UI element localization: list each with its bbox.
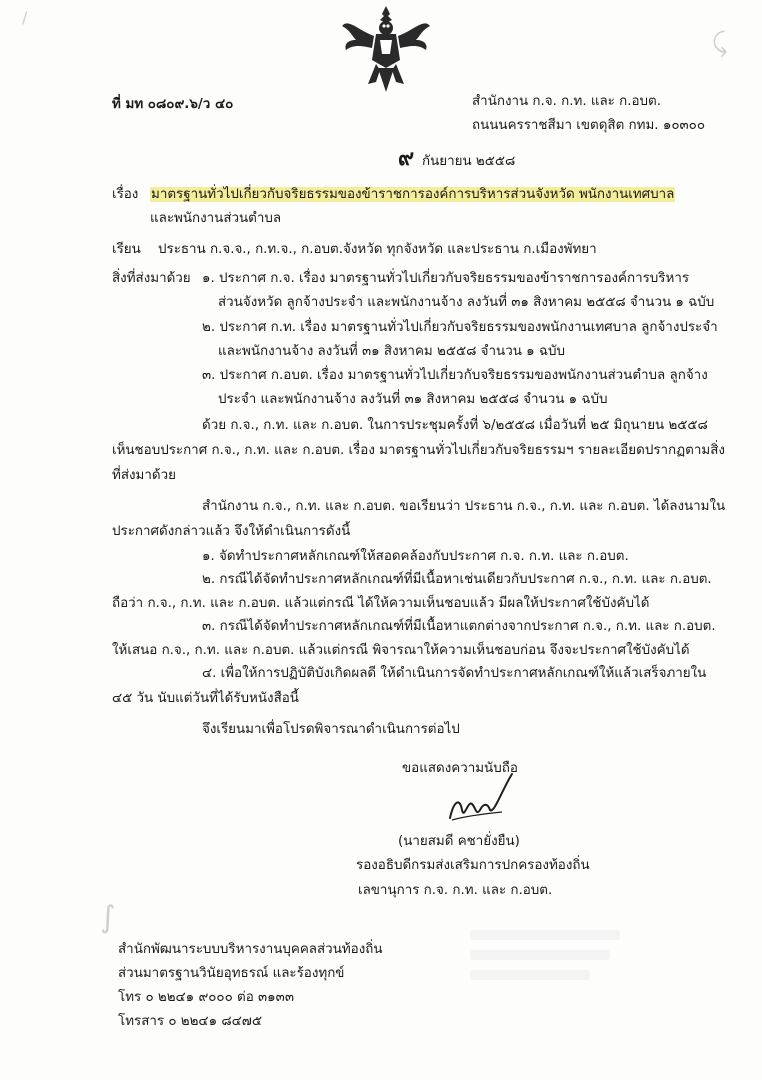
bleed-through-mark (470, 970, 590, 980)
reference-number: ที่ มท ๐๘๐๙.๖/ว ๔๐ (112, 97, 234, 112)
bleed-through-mark (470, 950, 610, 960)
footer-division: สำนักพัฒนาระบบบริหารงานบุคคลส่วนท้องถิ่น (118, 942, 383, 957)
pen-mark-icon: ∕ (22, 8, 28, 27)
date-month-year: กันยายน ๒๕๕๘ (422, 154, 516, 169)
enclosure-item-cont: และพนักงานจ้าง ลงวันที่ ๓๑ สิงหาคม ๒๕๕๘ จำนวน ๑ ฉบับ (218, 344, 566, 359)
action-item: ๒. กรณีได้จัดทำประกาศหลักเกณฑ์ที่มีเนื้อหาเช่นเดียวกับประกาศ ก.จ., ก.ท. และ ก.อบต. (202, 572, 712, 587)
body-paragraph-line: ที่ส่งมาด้วย (112, 468, 176, 483)
action-item-cont: ให้เสนอ ก.จ., ก.ท. และ ก.อบต. แล้วแต่กรณี พิจารณาให้ความเห็นชอบก่อน จึงจะประกาศใช้บังคับได้ (112, 643, 690, 658)
signer-title: รองอธิบดีกรมส่งเสริมการปกครองท้องถิ่น (356, 858, 590, 873)
signer-title: เลขานุการ ก.จ. ก.ท. และ ก.อบต. (358, 883, 553, 898)
body-paragraph-line: สำนักงาน ก.จ., ก.ท. และ ก.อบต. ขอเรียนว่า ประธาน ก.จ., ก.ท. และ ก.อบต. ได้ลงนามใน (202, 499, 726, 514)
salutation: ขอแสดงความนับถือ (402, 761, 518, 776)
addressee-text: ประธาน ก.จ.จ., ก.ท.จ., ก.อบต.จังหวัด ทุกจังหวัด และประธาน ก.เมืองพัทยา (158, 242, 597, 257)
subject-text: มาตรฐานทั่วไปเกี่ยวกับจริยธรรมของข้าราชการองค์การบริหารส่วนจังหวัด พนักงานเทศบาล (151, 187, 675, 202)
date-day: ๙ (398, 146, 415, 171)
garuda-emblem-icon (338, 4, 434, 96)
pen-mark-icon: ⤹ (712, 28, 728, 58)
enclosure-label: สิ่งที่ส่งมาด้วย (112, 271, 191, 286)
action-item: ๑. จัดทำประกาศหลักเกณฑ์ให้สอดคล้องกับประกาศ ก.จ. ก.ท. และ ก.อบต. (202, 549, 629, 564)
action-item-cont: ๔๕ วัน นับแต่วันที่ได้รับหนังสือนี้ (112, 691, 299, 706)
action-item-cont: ถือว่า ก.จ., ก.ท. และ ก.อบต. แล้วแต่กรณี ได้ให้ความเห็นชอบแล้ว มีผลให้ประกาศใช้บังคับได้ (112, 596, 650, 611)
action-item: ๓. กรณีได้จัดทำประกาศหลักเกณฑ์ที่มีเนื้อหาแตกต่างจากประกาศ ก.จ., ก.ท. และ ก.อบต. (202, 619, 716, 634)
subject-text-line2: และพนักงานส่วนตำบล (150, 211, 282, 226)
office-address: ถนนนครราชสีมา เขตดุสิต กทม. ๑๐๓๐๐ (472, 118, 705, 133)
footer-phone: โทร ๐ ๒๒๔๑ ๙๐๐๐ ต่อ ๓๑๓๓ (118, 990, 294, 1005)
footer-section: ส่วนมาตรฐานวินัยอุทธรณ์ และร้องทุกข์ (118, 966, 345, 981)
enclosure-item: ๓. ประกาศ ก.อบต. เรื่อง มาตรฐานทั่วไปเกี่ยวกับจริยธรรมของพนักงานส่วนตำบล ลูกจ้าง (202, 368, 708, 383)
signer-name: (นายสมดี คชายั่งยืน) (398, 834, 520, 849)
enclosure-item: ๒. ประกาศ ก.ท. เรื่อง มาตรฐานทั่วไปเกี่ยวกับจริยธรรมของพนักงานเทศบาล ลูกจ้างประจำ (202, 320, 718, 335)
enclosure-item-cont: ประจำ และพนักงานจ้าง ลงวันที่ ๓๑ สิงหาคม ๒๕๕๘ จำนวน ๑ ฉบับ (218, 392, 608, 407)
handwritten-signature-icon (442, 770, 520, 830)
bleed-through-mark (470, 930, 620, 940)
body-paragraph-line: ประกาศดังกล่าวแล้ว จึงให้ดำเนินการดังนี้ (112, 524, 351, 539)
body-paragraph-line: เห็นชอบประกาศ ก.จ., ก.ท. และ ก.อบต. เรื่อง มาตรฐานทั่วไปเกี่ยวกับจริยธรรมฯ รายละเอียดปรากฏตามสิ่ง (112, 443, 725, 458)
subject-label: เรื่อง (112, 187, 139, 202)
closing-request: จึงเรียนมาเพื่อโปรดพิจารณาดำเนินการต่อไป (202, 722, 460, 737)
footer-fax: โทรสาร ๐ ๒๒๔๑ ๘๔๗๕ (118, 1014, 262, 1029)
pen-mark-icon: ∫ (100, 900, 116, 935)
addressee-label: เรียน (112, 242, 141, 257)
enclosure-item-cont: ส่วนจังหวัด ลูกจ้างประจำ และพนักงานจ้าง ลงวันที่ ๓๑ สิงหาคม ๒๕๕๘ จำนวน ๑ ฉบับ (218, 295, 715, 310)
enclosure-item: ๑. ประกาศ ก.จ. เรื่อง มาตรฐานทั่วไปเกี่ยวกับจริยธรรมของข้าราชการองค์การบริหาร (202, 271, 690, 286)
office-name: สำนักงาน ก.จ. ก.ท. และ ก.อบต. (472, 94, 661, 109)
action-item: ๔. เพื่อให้การปฏิบัติบังเกิดผลดี ให้ดำเนินการจัดทำประกาศหลักเกณฑ์ให้แล้วเสร็จภายใน (202, 666, 707, 681)
body-paragraph-line: ด้วย ก.จ., ก.ท. และ ก.อบต. ในการประชุมครั้งที่ ๖/๒๕๕๘ เมื่อวันที่ ๒๕ มิถุนายน ๒๕๕๘ (202, 418, 708, 433)
